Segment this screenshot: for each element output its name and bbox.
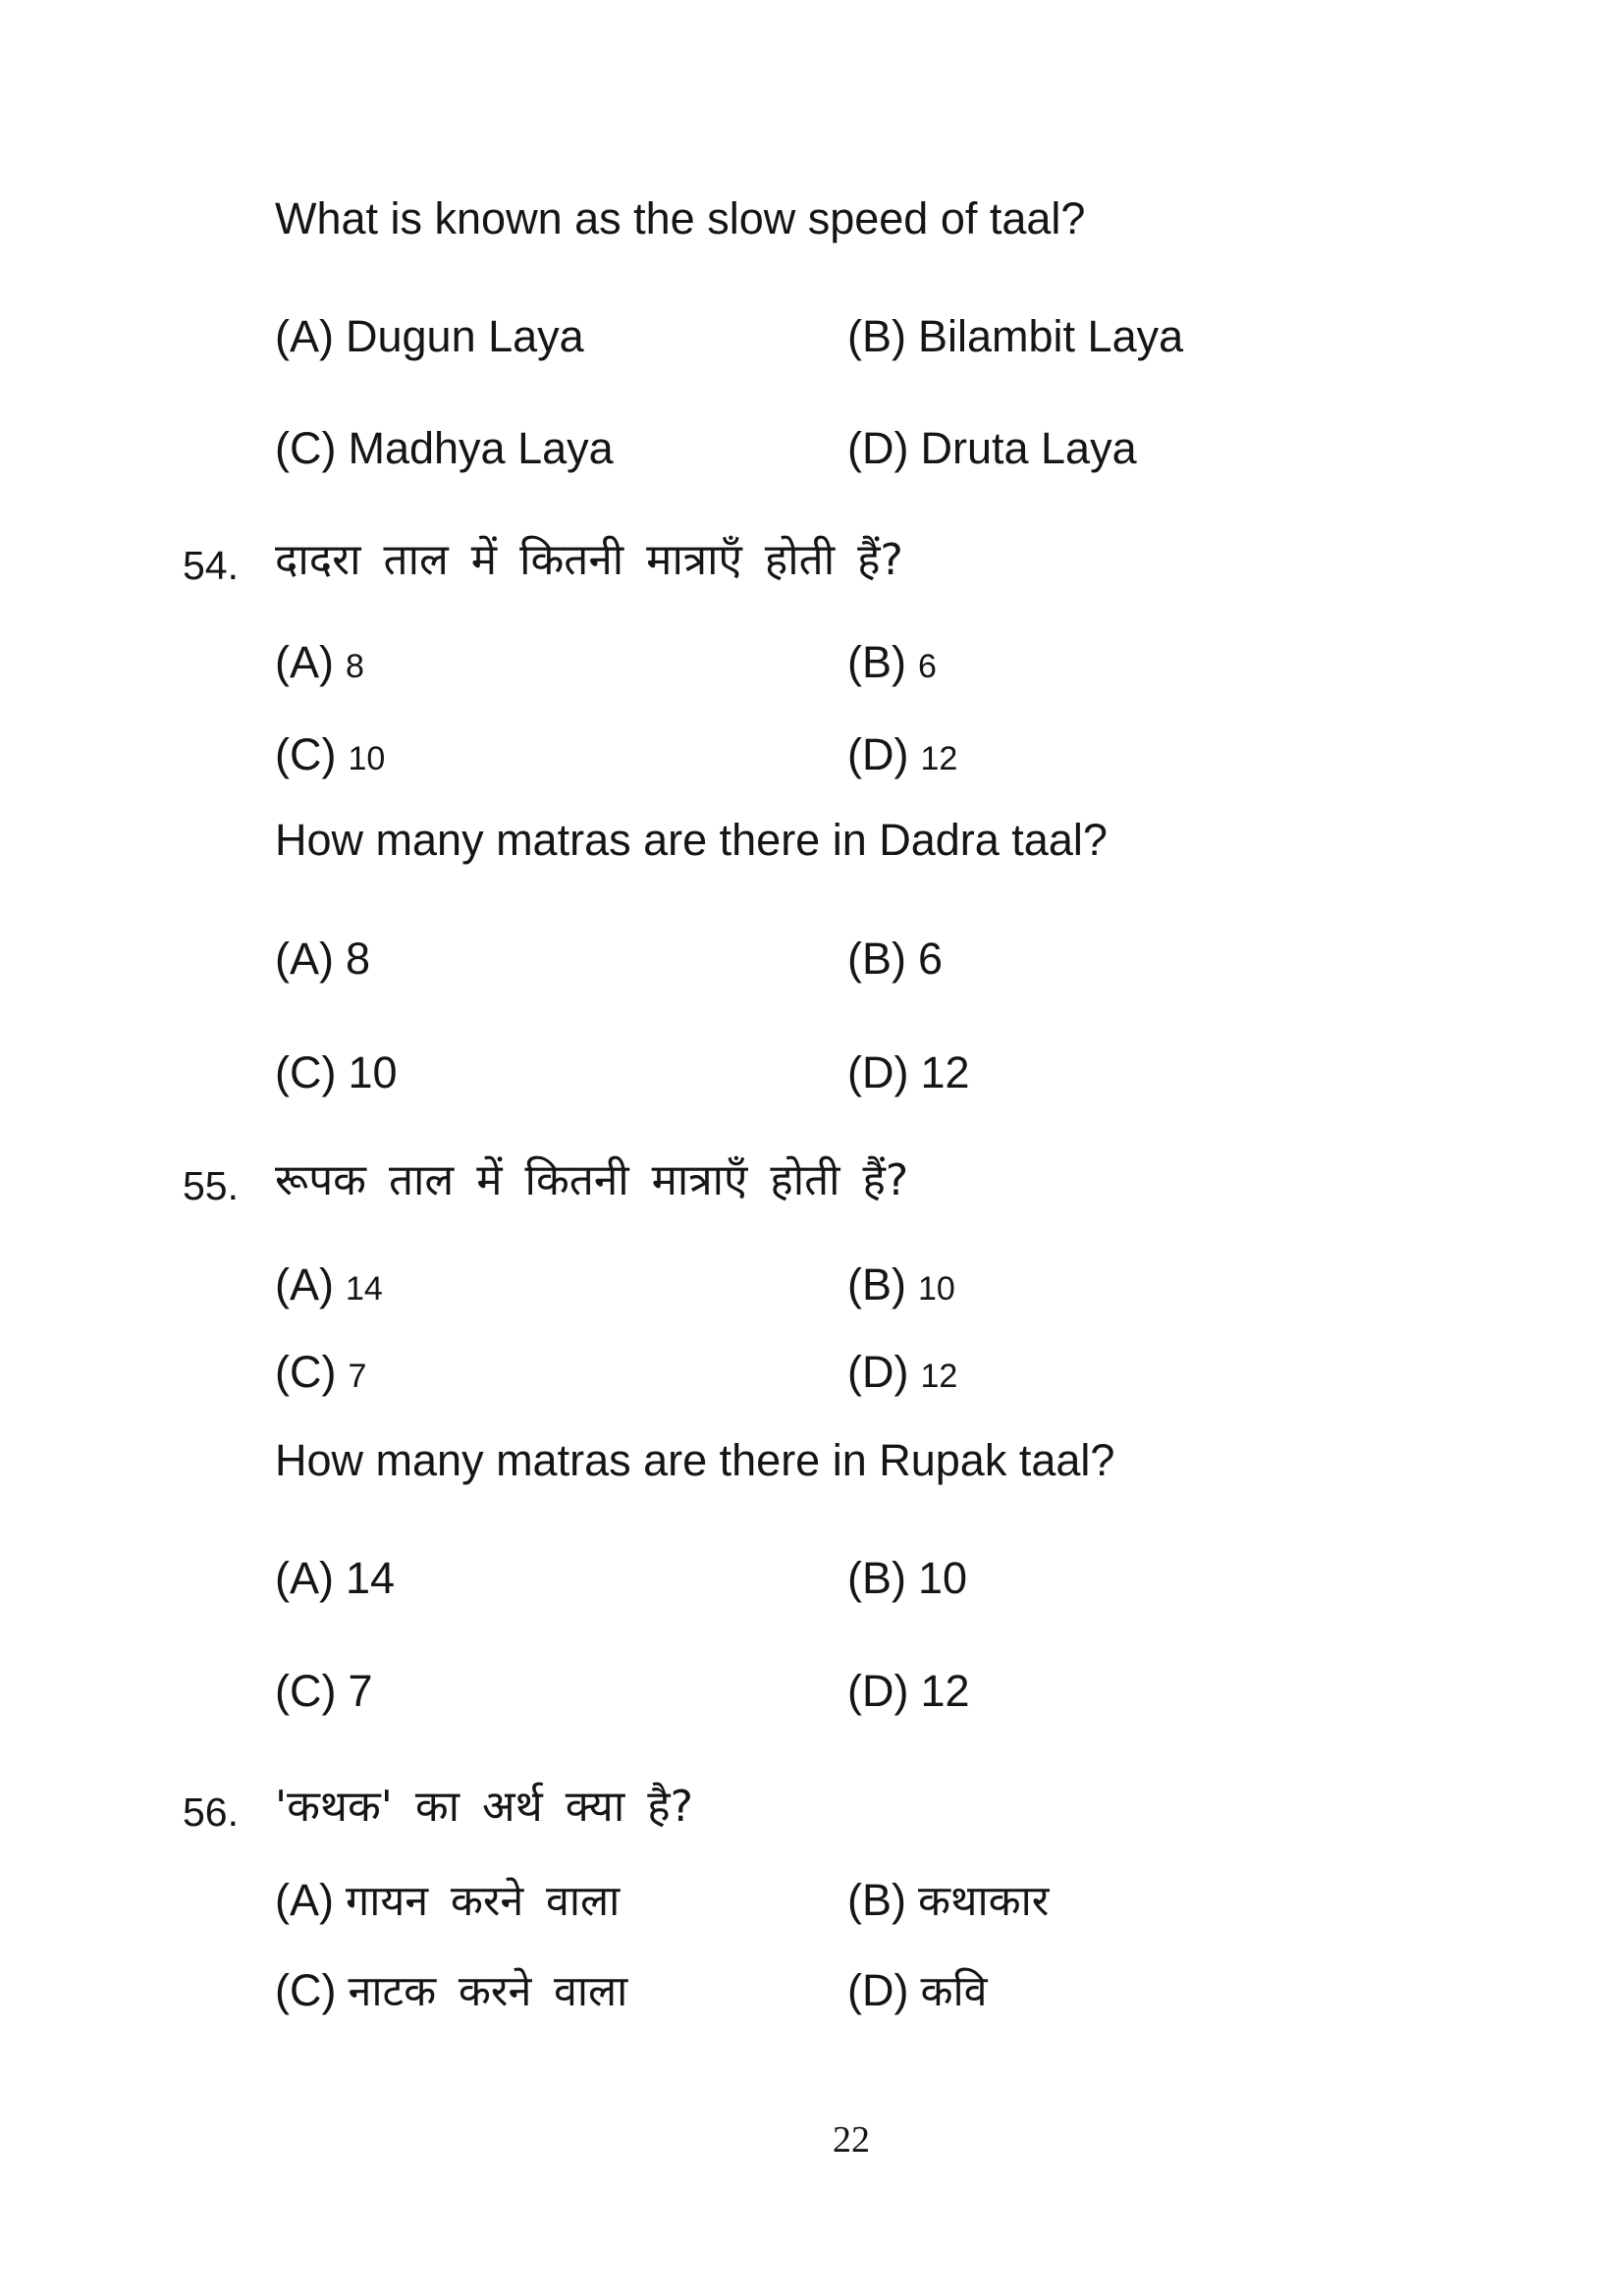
question-55-hindi-option-d	[847, 1348, 957, 1397]
option-value: 10	[918, 1270, 955, 1308]
option-label: (D)	[847, 1047, 909, 1097]
question-56-hindi-text: 'कथक' का अर्थ क्या है?	[275, 1782, 693, 1832]
option-label: (B)	[847, 1875, 906, 1925]
option-value: Madhya Laya	[348, 423, 614, 473]
option-value: 12	[920, 1666, 970, 1716]
question-53-option-d	[847, 424, 1137, 473]
option-value: कवि	[920, 1967, 988, 2016]
question-54-number: 54.	[183, 543, 239, 588]
option-value: 10	[348, 740, 386, 777]
option-value: नाटक करने वाला	[348, 1967, 628, 2016]
option-label: (A)	[275, 1875, 334, 1925]
option-value: 12	[920, 740, 958, 777]
option-label: (C)	[275, 1965, 337, 2015]
option-label: (C)	[275, 423, 337, 473]
question-55-hindi-option-c	[275, 1348, 366, 1397]
question-54-hindi-option-d	[847, 730, 957, 779]
question-54-english-option-d	[847, 1048, 970, 1097]
question-56-number: 56.	[183, 1789, 239, 1835]
question-55-hindi-option-b	[847, 1260, 955, 1309]
question-54-english-option-c	[275, 1048, 398, 1097]
question-54-english-option-b	[847, 934, 943, 984]
option-value: 12	[920, 1047, 970, 1097]
option-label: (B)	[847, 934, 906, 984]
option-label: (C)	[275, 1047, 337, 1097]
page-number: 22	[833, 2119, 870, 2161]
question-56-option-c	[275, 1966, 627, 2015]
question-56-option-a	[275, 1876, 620, 1925]
option-label: (A)	[275, 311, 334, 361]
option-value: Dugun Laya	[346, 311, 584, 361]
question-54-english-text: How many matras are there in Dadra taal?	[275, 815, 1108, 865]
option-value: 7	[348, 1666, 373, 1716]
option-value: 12	[920, 1358, 958, 1395]
question-55-english-option-c	[275, 1667, 373, 1716]
option-value: कथाकार	[918, 1877, 1050, 1926]
option-label: (D)	[847, 729, 909, 779]
question-55-number: 55.	[183, 1163, 239, 1208]
option-value: 10	[918, 1553, 968, 1603]
option-value: Druta Laya	[920, 423, 1137, 473]
question-55-hindi-text: रूपक ताल में कितनी मात्राएँ होती हैं?	[275, 1155, 909, 1205]
option-label: (D)	[847, 423, 909, 473]
option-label: (B)	[847, 1553, 906, 1603]
option-label: (B)	[847, 311, 906, 361]
option-label: (A)	[275, 934, 334, 984]
option-value: 6	[918, 648, 937, 685]
option-value: 8	[346, 934, 371, 984]
question-55-english-option-b	[847, 1554, 967, 1603]
option-label: (C)	[275, 729, 337, 779]
option-value: 8	[346, 648, 364, 685]
question-54-hindi-option-b	[847, 638, 937, 687]
option-value: Bilambit Laya	[918, 311, 1184, 361]
question-53-english-text: What is known as the slow speed of taal?	[275, 193, 1086, 243]
option-label: (A)	[275, 637, 334, 687]
option-label: (A)	[275, 1259, 334, 1309]
option-value: 6	[918, 934, 944, 984]
option-label: (B)	[847, 637, 906, 687]
question-55-hindi-option-a	[275, 1260, 383, 1309]
option-label: (A)	[275, 1553, 334, 1603]
question-56-option-b	[847, 1876, 1049, 1925]
question-56-option-d	[847, 1966, 988, 2015]
option-label: (C)	[275, 1666, 337, 1716]
option-label: (D)	[847, 1965, 909, 2015]
question-55-english-text: How many matras are there in Rupak taal?	[275, 1435, 1115, 1485]
question-54-hindi-option-c	[275, 730, 385, 779]
option-value: 7	[348, 1358, 367, 1395]
option-value: गायन करने वाला	[346, 1877, 621, 1926]
question-53-option-c	[275, 424, 614, 473]
option-label: (B)	[847, 1259, 906, 1309]
question-53-option-a	[275, 312, 584, 361]
question-55-english-option-d	[847, 1667, 970, 1716]
option-label: (D)	[847, 1666, 909, 1716]
option-value: 14	[346, 1553, 396, 1603]
question-54-hindi-text: दादरा ताल में कितनी मात्राएँ होती हैं?	[275, 535, 903, 585]
option-label: (D)	[847, 1347, 909, 1397]
option-label: (C)	[275, 1347, 337, 1397]
option-value: 10	[348, 1047, 398, 1097]
question-53-option-b	[847, 312, 1183, 361]
question-55-english-option-a	[275, 1554, 395, 1603]
question-54-hindi-option-a	[275, 638, 364, 687]
option-value: 14	[346, 1270, 383, 1308]
question-54-english-option-a	[275, 934, 370, 984]
